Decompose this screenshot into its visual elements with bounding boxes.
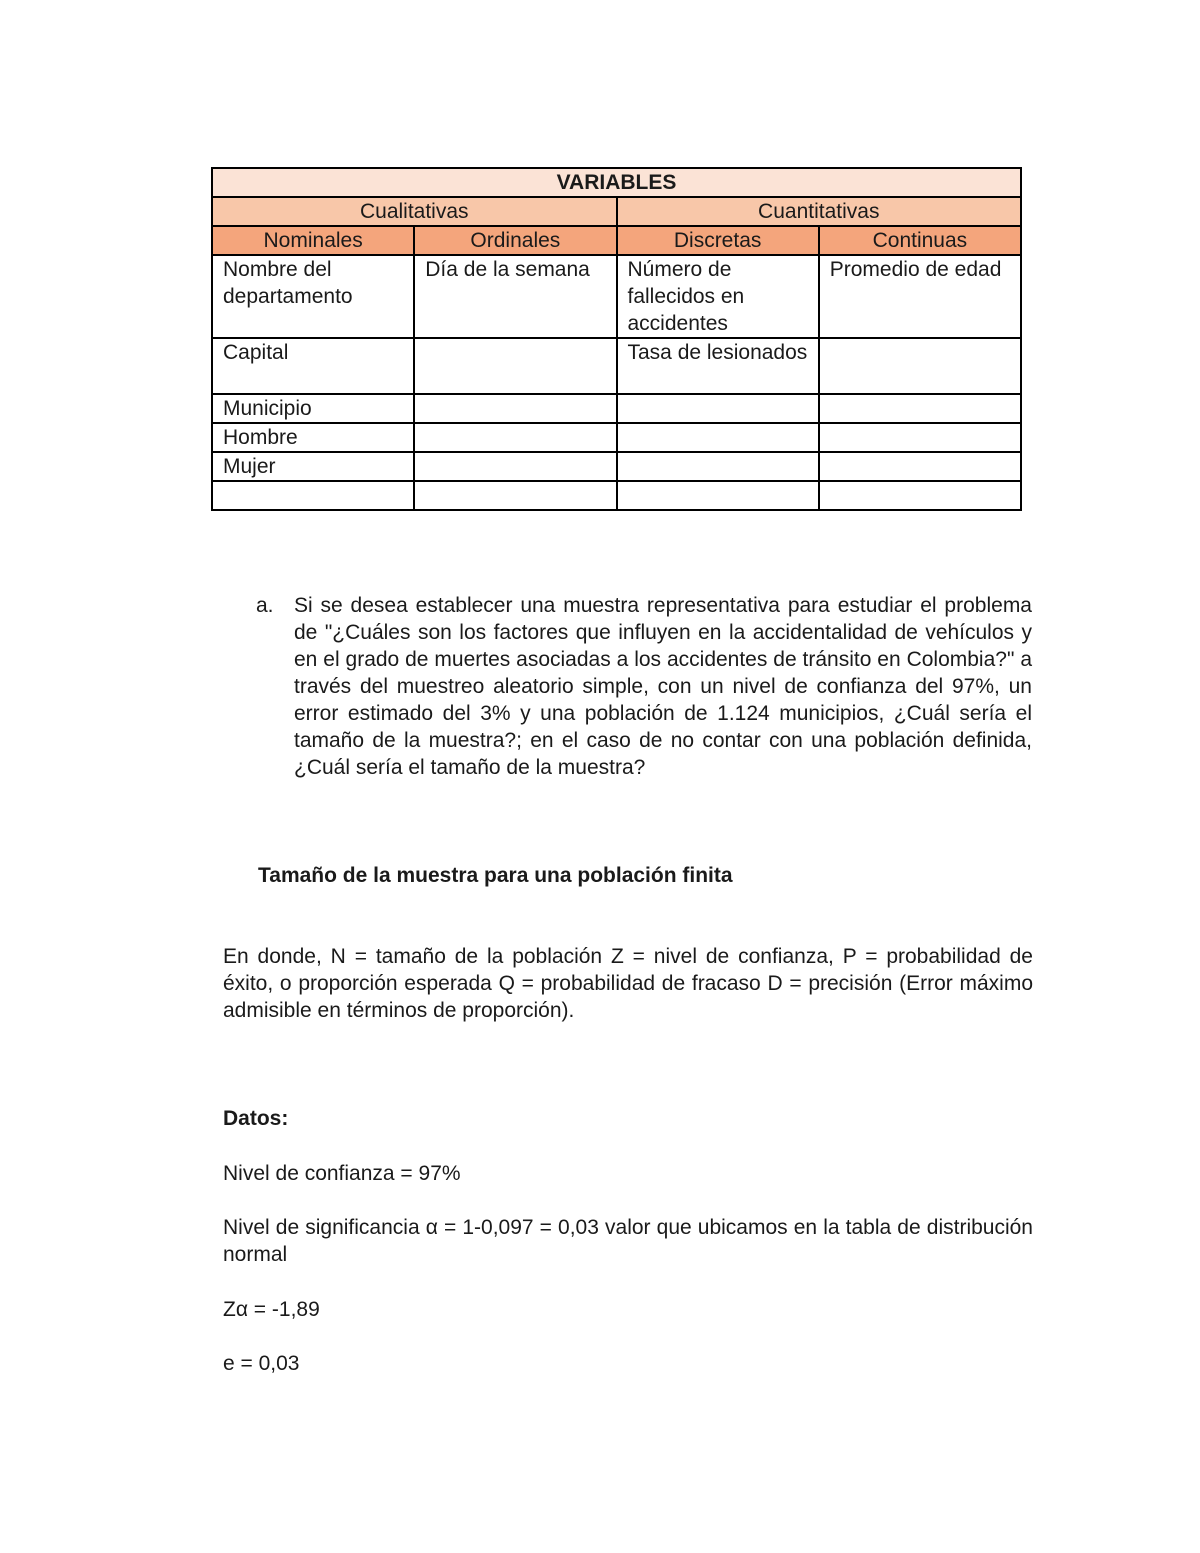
table-cell <box>819 452 1021 481</box>
table-cell <box>414 394 616 423</box>
table-cell <box>617 423 819 452</box>
question-item <box>256 592 1032 781</box>
table-title: VARIABLES <box>212 168 1021 197</box>
table-cell <box>617 394 819 423</box>
table-title-row <box>212 168 1021 197</box>
table-cell: Municipio <box>212 394 414 423</box>
table-row <box>212 481 1021 510</box>
table-cell <box>414 481 616 510</box>
table-row <box>212 423 1021 452</box>
group-cuantitativas: Cuantitativas <box>617 197 1022 226</box>
error-line: e = 0,03 <box>223 1352 300 1375</box>
table-cell <box>212 481 414 510</box>
table-row <box>212 255 1021 338</box>
table-cell <box>414 338 616 394</box>
variables-table <box>211 167 1022 511</box>
type-discretas: Discretas <box>617 226 819 255</box>
question-text: Si se desea establecer una muestra representativa para estudiar el problema de "¿Cuáles son los factores que influyen en la accidentalidad de vehículos y en el grado de muertes asociadas a los accidentes de tránsito en Colombia?" a través del muestreo aleatorio simple, con un nivel de confianza del 97%, un error estimado del 3% y una población de 1.124 municipios, ¿Cuál sería el tamaño de la muestra?; en el caso de no contar con una población definida, ¿Cuál sería el tamaño de la muestra? <box>294 594 1032 779</box>
group-cualitativas: Cualitativas <box>212 197 617 226</box>
table-group-row <box>212 197 1021 226</box>
table-cell <box>414 452 616 481</box>
table-cell <box>617 481 819 510</box>
table-row <box>212 394 1021 423</box>
table-cell: Número de fallecidos en accidentes <box>617 255 819 338</box>
table-cell: Capital <box>212 338 414 394</box>
table-row <box>212 452 1021 481</box>
table-cell: Día de la semana <box>414 255 616 338</box>
list-marker: a. <box>256 594 274 617</box>
significance-paragraph: Nivel de significancia α = 1-0,097 = 0,03 valor que ubicamos en la tabla de distribución normal <box>223 1216 1033 1266</box>
table-cell <box>414 423 616 452</box>
table-cell <box>819 394 1021 423</box>
confidence-line: Nivel de confianza = 97% <box>223 1162 461 1185</box>
type-nominales: Nominales <box>212 226 414 255</box>
table-cell <box>617 452 819 481</box>
z-alpha-line: Zα = -1,89 <box>223 1298 320 1321</box>
type-continuas: Continuas <box>819 226 1021 255</box>
datos-label: Datos: <box>223 1107 289 1130</box>
table-cell: Tasa de lesionados <box>617 338 819 394</box>
table-cell: Hombre <box>212 423 414 452</box>
table-cell: Nombre del departamento <box>212 255 414 338</box>
section-heading: Tamaño de la muestra para una población finita <box>258 864 733 887</box>
table-row <box>212 338 1021 394</box>
table-cell: Promedio de edad <box>819 255 1021 338</box>
table-cell <box>819 338 1021 394</box>
definitions-paragraph: En donde, N = tamaño de la población Z = nivel de confianza, P = probabilidad de éxito, o proporción esperada Q = probabilidad de fracaso D = precisión (Error máximo admisible en términos de proporción). <box>223 945 1033 1022</box>
table-cell <box>819 423 1021 452</box>
table-type-row <box>212 226 1021 255</box>
table-cell: Mujer <box>212 452 414 481</box>
type-ordinales: Ordinales <box>414 226 616 255</box>
table-cell <box>819 481 1021 510</box>
